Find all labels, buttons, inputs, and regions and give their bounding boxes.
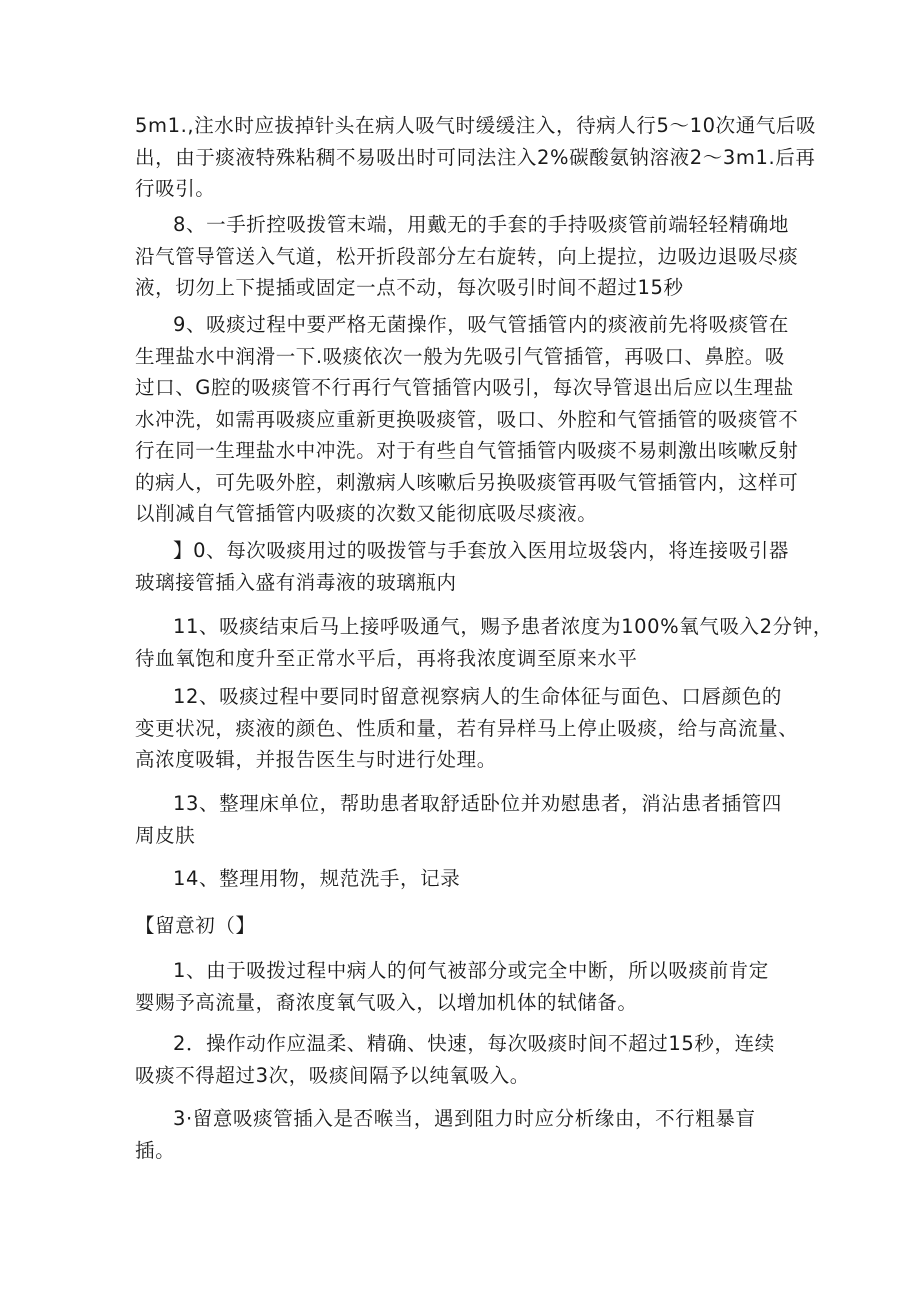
text-line: 高浓度吸辑，并报告医生与时进行处理。 <box>135 748 497 771</box>
text-line: 行在同一生理盐水中冲洗。对于有些自气管插管内吸痰不易刺激出咳嗽反射 <box>135 439 799 462</box>
text-line: 插。 <box>135 1138 176 1162</box>
paragraph-9 <box>135 309 799 530</box>
text-line: 14、整理用物，规范洗手，记录 <box>173 867 461 890</box>
paragraph-12 <box>135 681 799 776</box>
paragraph-7-continued <box>135 110 817 205</box>
text-line: 2．操作动作应温柔、精确、快速，每次吸痰时间不超过15秒，连续 <box>173 1032 775 1055</box>
paragraph-8 <box>135 209 799 304</box>
text-line: 变更状况，痰液的颜色、性质和量，若有异样马上停止吸痰，给与高流量、 <box>135 716 799 740</box>
text-line: 13、整理床单位，帮助患者取舒适卧位并劝慰患者，消沾患者插管四 <box>173 792 782 815</box>
text-line: 沿气管导管送入气道，松开折段部分左右旋转，向上提拉，边吸边退吸尽痰 <box>135 244 799 268</box>
text-line: 11、吸痰结束后马上接呼吸通气，赐予患者浓度为100%氧气吸入2分钟， <box>173 615 833 638</box>
text-line: 12、吸痰过程中要同时留意视察病人的生命体征与面色、口唇颜色的 <box>173 685 782 708</box>
text-line: 8、一手折控吸拨管末端，用戴无的手套的手持吸痰管前端轻轻精确地 <box>173 213 790 236</box>
text-line: 3·留意吸痰管插入是否喉当，遇到阻力时应分析缘由，不行粗暴盲 <box>173 1107 756 1130</box>
text-line: 周皮肤 <box>135 823 196 847</box>
paragraph-11 <box>135 611 833 674</box>
text-line: 】0、每次吸痰用过的吸拨管与手套放入医用垃圾袋内，将连接吸引器 <box>173 539 790 562</box>
text-line: 液，切勿上下提插或固定一点不动，每次吸引时间不超过15秒 <box>135 276 684 299</box>
note-2 <box>135 1028 795 1091</box>
text-line: 9、吸痰过程中要严格无菌操作，吸气管插管内的痰液前先将吸痰管在 <box>173 313 790 336</box>
text-line: 的病人，可先吸外腔，刺激病人咳嗽后另换吸痰管再吸气管插管内，这样可 <box>135 470 799 494</box>
text-line: 待血氧饱和度升至正常水平后，再将我浓度调至原来水平 <box>135 646 638 670</box>
section-heading: 【留意初（】 <box>135 914 256 937</box>
note-1 <box>135 955 795 1018</box>
text-line: 过口、G腔的吸痰管不行再行气管插管内吸引，每次导管退出后应以生理盐 <box>135 376 794 399</box>
paragraph-10 <box>135 535 795 598</box>
text-line: 1、由于吸拨过程中病人的何气被部分或完全中断，所以吸痰前肯定 <box>173 959 769 982</box>
paragraph-14 <box>135 863 795 895</box>
text-line: 5m1.,注水时应拔掉针头在病人吸气时缓缓注入，待病人行5～10次通气后吸 <box>135 114 817 137</box>
paragraph-13 <box>135 788 795 851</box>
text-line: 生理盐水中润滑一下.吸痰依次一般为先吸引气管插管，再吸口、鼻腔。吸 <box>135 344 785 368</box>
text-line: 玻璃接管插入盛有消毒液的玻璃瓶内 <box>135 570 457 594</box>
text-line: 出，由于痰液特殊粘稠不易吸出时可同法注入2%碳酸氨钠溶液2～3m1.后再 <box>135 145 816 169</box>
text-line: 婴赐予高流量，裔浓度氧气吸入，以增加机体的轼储备。 <box>135 990 638 1014</box>
text-line: 以削减自气管插管内吸痰的次数又能彻底吸尽痰液。 <box>135 502 598 525</box>
note-3 <box>135 1103 795 1166</box>
text-line: 行吸引。 <box>135 177 216 200</box>
notes-heading <box>135 910 795 942</box>
text-line: 水冲洗，如需再吸痰应重新更换吸痰管，吸口、外腔和气管插管的吸痰管不 <box>135 407 799 431</box>
text-line: 吸痰不得超过3次，吸痰间隔予以纯氧吸入。 <box>135 1063 530 1087</box>
